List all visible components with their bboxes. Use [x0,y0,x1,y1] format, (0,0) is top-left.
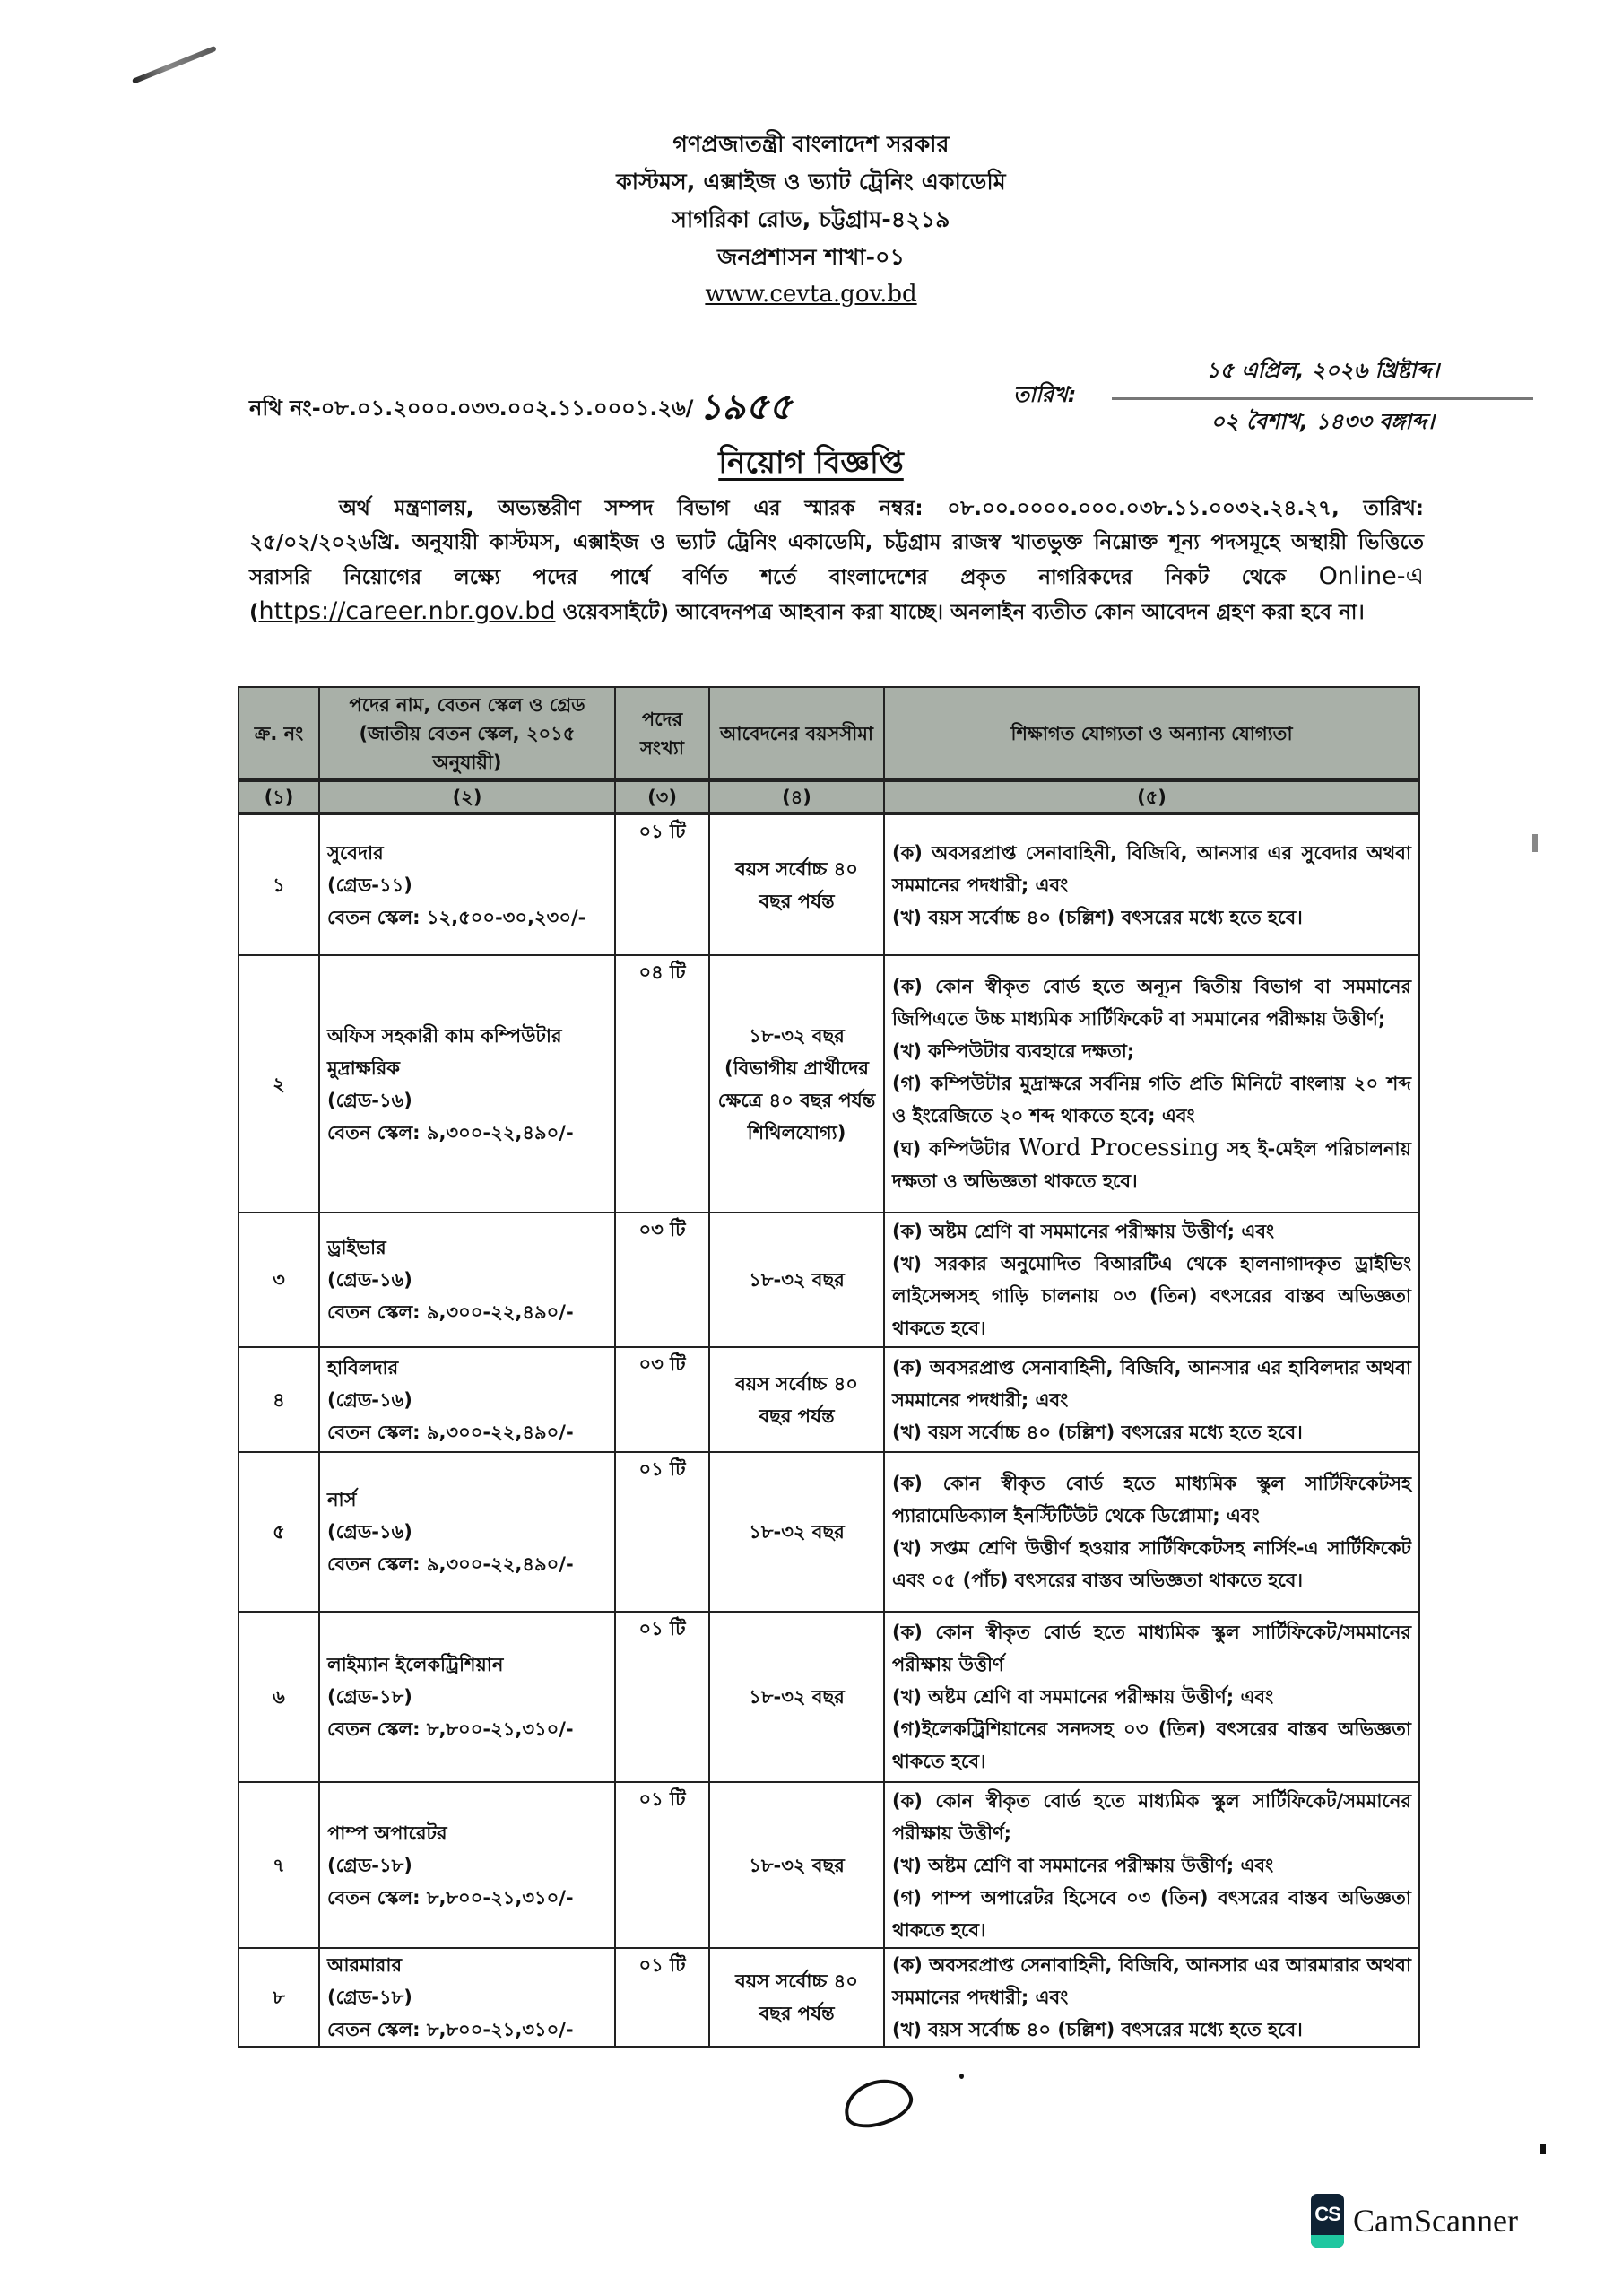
qualification-item: (ক) কোন স্বীকৃত বোর্ড হতে মাধ্যমিক স্কুল সার্টিফিকেট/সমমানের পরীক্ষায় উত্তীর্ণ [892,1622,1411,1675]
intro-paren: ( [249,601,259,624]
qualification-item: (ক) কোন স্বীকৃত বোর্ড হতে অন্যূন দ্বিতীয় বিভাগ বা সমমানের জিপিএতে উচ্চ মাধ্যমিক সার্টিফিকেট বা সমমানের পরীক্ষায় উত্তীর্ণ; [892,976,1411,1030]
intro-online: Online-এ [1318,562,1424,590]
cell-post-count: ০৪ টি [615,955,709,1213]
intro-paragraph [249,491,1424,630]
cell-serial: ৮ [239,1948,319,2047]
cell-serial: ২ [239,955,319,1213]
scan-artifact-bottom [1540,2144,1546,2154]
qualification-item: (ক) কোন স্বীকৃত বোর্ড হতে মাধ্যমিক স্কুল সার্টিফিকেট/সমমানের পরীক্ষায় উত্তীর্ণ; [892,1789,1411,1844]
post-name: অফিস সহকারী কাম কম্পিউটার মুদ্রাক্ষরিক [327,1024,562,1079]
cell-post-count: ০৩ টি [615,1347,709,1452]
cell-qualifications [884,1612,1419,1782]
cell-age-limit: বয়স সর্বোচ্চ ৪০ বছর পর্যন্ত [709,1347,884,1452]
cell-age-limit: ১৮-৩২ বছর [709,1213,884,1347]
cell-post [319,813,615,955]
post-pay-scale: বেতন স্কেল: ৮,৮০০-২১,৩১০/- [327,2019,574,2040]
office-header [0,126,1622,312]
cell-age-limit: ১৮-৩২ বছর [709,1782,884,1948]
cell-post [319,1452,615,1612]
post-pay-scale: বেতন স্কেল: ৮,৮০০-২১,৩১০/- [327,1886,574,1909]
cell-age-limit: ১৮-৩২ বছর (বিভাগীয় প্রার্থীদের ক্ষেত্রে ৪০ বছর পর্যন্ত শিথিলযোগ্য) [709,955,884,1213]
header-website-link[interactable]: www.cevta.gov.bd [705,281,917,308]
career-portal-link[interactable]: https://career.nbr.gov.bd [258,597,556,625]
header-serial: ক্র. নং [239,687,319,780]
post-pay-scale: বেতন স্কেল: ৯,৩০০-২২,৪৯০/- [327,1421,574,1443]
cell-serial: ৫ [239,1452,319,1612]
date-values [1112,354,1533,441]
qualification-item: (ঘ) কম্পিউটার Word Processing সহ ই-মেইল পরিচালনায় দক্ষতা ও অভিজ্ঞতা থাকতে হবে। [892,1135,1411,1192]
qualification-item: (খ) অষ্টম শ্রেণি বা সমমানের পরীক্ষায় উত্তীর্ণ; এবং [892,1686,1274,1708]
header-age-limit: আবেদনের বয়সসীমা [709,687,884,780]
header-post-name: পদের নাম, বেতন স্কেল ও গ্রেড (জাতীয় বেতন স্কেল, ২০১৫ অনুযায়ী) [319,687,615,780]
intro-text-1: অর্থ মন্ত্রণালয়, অভ্যন্তরীণ সম্পদ বিভাগ এর স্মারক নম্বর: ০৮.০০.০০০০.০০০.০৩৮.১১.০০৩২.২৪.২৭, তারিখ: ২৫/০২/২০২৬খ্রি. অনুযায়ী কাস্টমস, এক্সাইজ ও ভ্যাট ট্রেনিং একাডেমি, চট্টগ্রাম রাজস্ব খাতভুক্ত নিম্নোক্ত শূন্য পদসমূহে অস্থায়ী ভিত্তিতে সরাসরি নিয়োগের লক্ষ্যে পদের পার্শ্বে বর্ণিত শর্তে বাংলাদেশের প্রকৃত নাগরিকদের নিকট থেকে [249,497,1424,589]
table-row [239,1948,1419,2047]
cell-qualifications [884,813,1419,955]
qualification-item: (ক) কোন স্বীকৃত বোর্ড হতে মাধ্যমিক স্কুল সার্টিফিকেটসহ প্যারামেডিক্যাল ইনস্টিটিউট থেকে ডিপ্লোমা; এবং [892,1473,1411,1526]
cell-post-count: ০১ টি [615,1612,709,1782]
cell-post-count: ০৩ টি [615,1213,709,1347]
header-line-government: গণপ্রজাতন্ত্রী বাংলাদেশ সরকার [672,131,950,157]
header-post-count: পদের সংখ্যা [615,687,709,780]
post-grade: (গ্রেড-১৮) [327,1987,412,2008]
column-number-3: (৩) [615,780,709,813]
table-row [239,1612,1419,1782]
notice-title: নিয়োগ বিজ্ঞপ্তি [718,445,904,481]
qualification-item: (ক) অবসরপ্রাপ্ত সেনাবাহিনী, বিজিবি, আনসার এর আরমারার অথবা সমমানের পদধারী; এবং [892,1954,1411,2008]
qualification-item: (খ) বয়স সর্বোচ্চ ৪০ (চল্লিশ) বৎসরের মধ্যে হতে হবে। [892,1421,1303,1443]
cell-serial: ১ [239,813,319,955]
post-name: লাইম্যান ইলেকট্রিশিয়ান [327,1654,504,1675]
reference-number-text: নথি নং-০৮.০১.২০০০.০৩৩.০০২.১১.০০০১.২৬/ [249,396,694,421]
qualification-item: (খ) কম্পিউটার ব্যবহারে দক্ষতা; [892,1040,1135,1062]
qualification-item: (ক) অবসরপ্রাপ্ত সেনাবাহিনী, বিজিবি, আনসার এর হাবিলদার অথবা সমমানের পদধারী; এবং [892,1356,1411,1411]
camscanner-logo-icon [1311,2194,1344,2248]
intro-text-2: ওয়েবসাইটে) আবেদনপত্র আহবান করা যাচ্ছে। অনলাইন ব্যতীত কোন আবেদন গ্রহণ করা হবে না। [555,601,1365,624]
cell-post-count: ০১ টি [615,813,709,955]
signature-mark [837,2071,918,2135]
header-line-address: সাগরিকা রোড, চট্টগ্রাম-৪২১৯ [672,206,950,232]
post-pay-scale: বেতন স্কেল: ১২,৫০০-৩০,২৩০/- [327,906,586,928]
column-number-5: (৫) [884,780,1419,813]
cell-post [319,1612,615,1782]
header-line-academy: কাস্টমস, এক্সাইজ ও ভ্যাট ট্রেনিং একাডেমি [616,169,1006,195]
header-line-section: জনপ্রশাসন শাখা-০১ [716,244,906,270]
post-pay-scale: বেতন স্কেল: ৯,৩০০-২২,৪৯০/- [327,1301,574,1323]
post-grade: (গ্রেড-১৬) [327,1388,412,1411]
post-grade: (গ্রেড-১৮) [327,1686,412,1708]
qualification-item: (খ) বয়স সর্বোচ্চ ৪০ (চল্লিশ) বৎসরের মধ্যে হতে হবে। [892,906,1303,928]
cell-qualifications [884,1213,1419,1347]
post-pay-scale: বেতন স্কেল: ৯,৩০০-২২,৪৯০/- [327,1121,574,1144]
camscanner-brand: CamScanner [1353,2203,1518,2239]
column-number-1: (১) [239,780,319,813]
vacancy-table [238,686,1420,2048]
cell-age-limit: বয়স সর্বোচ্চ ৪০ বছর পর্যন্ত [709,813,884,955]
qualification-item: (ক) অবসরপ্রাপ্ত সেনাবাহিনী, বিজিবি, আনসার এর সুবেদার অথবা সমমানের পদধারী; এবং [892,841,1411,896]
post-grade: (গ্রেড-১৬) [327,1521,412,1543]
pen-stroke-mark [132,46,217,84]
date-label: তারিখ: [1013,382,1077,407]
cell-post-count: ০১ টি [615,1948,709,2047]
signature-dot [959,2074,964,2079]
post-grade: (গ্রেড-১৬) [327,1269,412,1291]
post-pay-scale: বেতন স্কেল: ৯,৩০০-২২,৪৯০/- [327,1553,574,1575]
qualification-item: (খ) অষ্টম শ্রেণি বা সমমানের পরীক্ষায় উত্তীর্ণ; এবং [892,1854,1274,1876]
table-row [239,1452,1419,1612]
cell-post [319,1782,615,1948]
camscanner-logo-text: CS [1314,2203,1340,2225]
post-name: ড্রাইভার [327,1237,386,1258]
qualification-item: (গ) কম্পিউটার মুদ্রাক্ষরে সর্বনিম্ন গতি প্রতি মিনিটে বাংলায় ২০ শব্দ ও ইংরেজিতে ২০ শব্দ থাকতে হবে; এবং [892,1073,1411,1126]
cell-qualifications [884,1452,1419,1612]
date-gregorian: ১৫ এপ্রিল, ২০২৬ খ্রিষ্টাব্দ। [1112,354,1533,400]
cell-qualifications [884,1782,1419,1948]
post-pay-scale: বেতন স্কেল: ৮,৮০০-২১,৩১০/- [327,1718,574,1740]
table-row [239,1213,1419,1347]
column-number-2: (২) [319,780,615,813]
post-grade: (গ্রেড-১৬) [327,1089,412,1111]
cell-qualifications [884,1948,1419,2047]
post-name: পাম্প অপারেটর [327,1822,447,1844]
cell-serial: ৭ [239,1782,319,1948]
cell-post [319,1948,615,2047]
post-name: আরমারার [327,1954,402,1976]
camscanner-watermark [1311,2194,1518,2248]
cell-qualifications [884,1347,1419,1452]
cell-post [319,1213,615,1347]
cell-post [319,955,615,1213]
qualification-item: (খ) সপ্তম শ্রেণি উত্তীর্ণ হওয়ার সার্টিফিকেটসহ নার্সিং-এ সার্টিফিকেট এবং ০৫ (পাঁচ) বৎসরের বাস্তব অভিজ্ঞতা থাকতে হবে। [892,1537,1411,1591]
qualification-item: (খ) বয়স সর্বোচ্চ ৪০ (চল্লিশ) বৎসরের মধ্যে হতে হবে। [892,2019,1303,2040]
post-name: সুবেদার [327,841,384,864]
table-row [239,813,1419,955]
date-bengali: ০২ বৈশাখ, ১৪৩৩ বঙ্গাব্দ। [1210,409,1435,434]
qualification-item: (গ)ইলেকট্রিশিয়ানের সনদসহ ০৩ (তিন) বৎসরের বাস্তব অভিজ্ঞতা থাকতে হবে। [892,1718,1411,1772]
scan-artifact [1532,834,1538,852]
table-row [239,1782,1419,1948]
cell-age-limit: ১৮-৩২ বছর [709,1612,884,1782]
table-row [239,955,1419,1213]
cell-post-count: ০১ টি [615,1782,709,1948]
cell-serial: ৩ [239,1213,319,1347]
cell-age-limit: বয়স সর্বোচ্চ ৪০ বছর পর্যন্ত [709,1948,884,2047]
reference-number [249,378,792,439]
reference-handwritten-number: ১৯৫৫ [698,387,793,428]
cell-serial: ৪ [239,1347,319,1452]
cell-post-count: ০১ টি [615,1452,709,1612]
cell-age-limit: ১৮-৩২ বছর [709,1452,884,1612]
header-qualifications: শিক্ষাগত যোগ্যতা ও অন্যান্য যোগ্যতা [884,687,1419,780]
qualification-item: (খ) সরকার অনুমোদিত বিআরটিএ থেকে হালনাগাদকৃত ড্রাইভিং লাইসেন্সসহ গাড়ি চালনায় ০৩ (তিন) বৎসরের বাস্তব অভিজ্ঞতা থাকতে হবে। [892,1253,1411,1339]
cell-serial: ৬ [239,1612,319,1782]
cell-post [319,1347,615,1452]
cell-qualifications [884,955,1419,1213]
post-grade: (গ্রেড-১৮) [327,1854,412,1876]
table-row [239,1347,1419,1452]
qualification-item: (ক) অষ্টম শ্রেণি বা সমমানের পরীক্ষায় উত্তীর্ণ; এবং [892,1221,1275,1242]
column-number-4: (৪) [709,780,884,813]
post-name: হাবিলদার [327,1356,399,1378]
post-name: নার্স [327,1489,357,1510]
post-grade: (গ্রেড-১১) [327,874,412,896]
qualification-item: (গ) পাম্প অপারেটর হিসেবে ০৩ (তিন) বৎসরের বাস্তব অভিজ্ঞতা থাকতে হবে। [892,1886,1411,1941]
